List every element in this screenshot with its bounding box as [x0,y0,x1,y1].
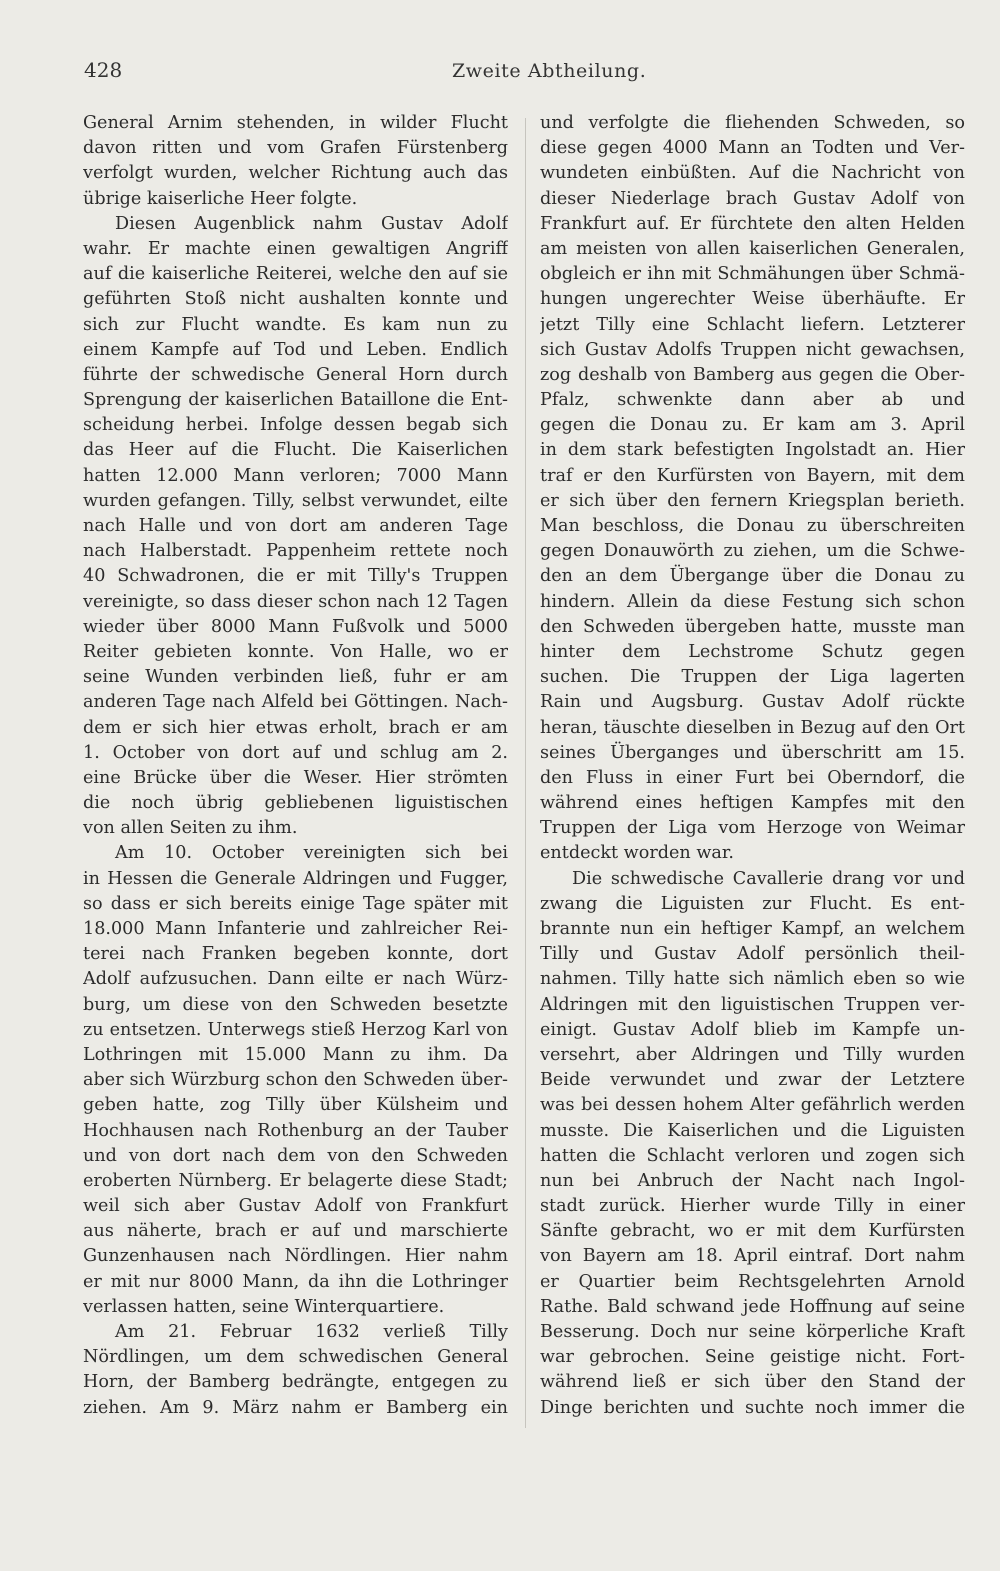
text-line: hatten die Schlacht verloren und zogen sich [540,1145,965,1166]
text-line: zu entsetzen. Unterwegs stieß Herzog Karl von [83,1019,508,1040]
text-line: er Quartier beim Rechtsgelehrten Arnold [540,1271,965,1292]
text-line: war gebrochen. Seine geistige nicht. Fort- [540,1347,965,1368]
text-line: wieder über 8000 Mann Fußvolk und 5000 [83,616,508,637]
text-line: nahmen. Tilly hatte sich nämlich eben so wie [540,969,965,990]
text-line: übrige kaiserliche Heer folgte. [83,188,358,209]
text-line: die noch übrig gebliebenen liguistischen [83,793,508,814]
text-line: was bei dessen hohem Alter gefährlich werden [540,1095,965,1116]
text-line: und von dort nach dem von den Schweden [83,1145,508,1166]
text-line: führte der schwedische General Horn durch [83,364,508,385]
text-line: jetzt Tilly eine Schlacht liefern. Letzterer [540,314,965,335]
text-line: den Fluss in einer Furt bei Oberndorf, die [540,767,965,788]
text-line: ziehen. Am 9. März nahm er Bamberg ein [83,1397,508,1418]
text-line: Reiter gebieten konnte. Von Halle, wo er [83,641,508,662]
text-line: einem Kampfe auf Tod und Leben. Endlich [83,339,508,360]
text-line: von allen Seiten zu ihm. [83,818,298,839]
text-line: Truppen der Liga vom Herzoge von Weimar [540,818,965,839]
text-line: nun bei Anbruch der Nacht nach Ingol- [540,1170,965,1191]
text-line: seine Wunden verbinden ließ, fuhr er am [83,667,508,688]
text-line: suchen. Die Truppen der Liga lagerten [540,667,965,688]
text-line: Tilly und Gustav Adolf persönlich theil- [540,944,965,965]
text-line: er sich über den fernern Kriegsplan berieth. [540,490,965,511]
text-line: aber sich Würzburg schon den Schweden über- [83,1070,508,1091]
text-line: 1. October von dort auf und schlug am 2. [83,742,508,763]
text-line: Beide verwundet und zwar der Letztere [540,1070,965,1091]
text-line: Rathe. Bald schwand jede Hoffnung auf seine [540,1296,965,1317]
text-line: versehrt, aber Aldringen und Tilly wurden [540,1044,965,1065]
text-line: wundeten einbüßten. Auf die Nachricht von [540,163,965,184]
text-line: Sänfte gebracht, wo er mit dem Kurfürsten [540,1221,965,1242]
text-line: Frankfurt auf. Er fürchtete den alten Helden [540,213,965,234]
text-line: nach Halberstadt. Pappenheim rettete noch [83,541,508,562]
text-line: hatten 12.000 Mann verloren; 7000 Mann [83,465,508,486]
text-line: Horn, der Bamberg bedrängte, entgegen zu [83,1372,508,1393]
text-line: hungen ungerechter Weise überhäufte. Er [540,289,965,310]
text-line: so dass er sich bereits einige Tage später mit [83,893,508,914]
text-line: sich zur Flucht wandte. Es kam nun zu [83,314,508,335]
text-line: gegen die Donau zu. Er kam am 3. April [540,415,965,436]
text-line: von Bayern am 18. April eintraf. Dort nahm [540,1246,965,1267]
text-line: vereinigte, so dass dieser schon nach 12 Tagen [83,591,508,612]
text-line: wahr. Er machte einen gewaltigen Angriff [83,238,508,259]
text-line: eine Brücke über die Weser. Hier strömten [83,767,508,788]
text-line: geführten Stoß nicht aushalten konnte und [83,289,508,310]
text-line: stadt zurück. Hierher wurde Tilly in einer [540,1196,965,1217]
text-line: während eines heftigen Kampfes mit den [540,793,965,814]
text-line: Aldringen mit den liguistischen Truppen ver- [540,994,965,1015]
text-line: er mit nur 8000 Mann, da ihn die Lothringer [83,1271,508,1292]
text-line: 18.000 Mann Infanterie und zahlreicher Rei- [83,919,508,939]
page-number: 428 [84,58,123,82]
text-line: Am 21. Februar 1632 verließ Tilly [115,1322,508,1342]
right-column [540,111,965,1421]
text-line: verlassen hatten, seine Winterquartiere. [83,1296,445,1317]
text-line: hinter dem Lechstrome Schutz gegen [540,641,965,662]
text-line: verfolgt wurden, welcher Richtung auch das [83,163,508,184]
text-line: entdeckt worden war. [540,843,734,864]
text-line: heran, täuschte dieselben in Bezug auf den Ort [540,717,965,738]
text-line: Dinge berichten und suchte noch immer die [540,1397,965,1418]
text-line: den Schweden übergeben hatte, musste man [540,616,965,637]
text-line: gegen Donauwörth zu ziehen, um die Schwe- [540,541,965,562]
text-line: Diesen Augenblick nahm Gustav Adolf [115,213,508,234]
text-line: Man beschloss, die Donau zu überschreiten [540,516,965,536]
text-line: das Heer auf die Flucht. Die Kaiserlichen [83,440,508,461]
text-line: Am 10. October vereinigten sich bei [115,843,508,864]
text-line: obgleich er ihn mit Schmähungen über Schmä- [540,264,965,285]
text-line: Rain und Augsburg. Gustav Adolf rückte [540,692,965,713]
text-line: am meisten von allen kaiserlichen Generalen, [540,238,965,259]
text-line: eroberten Nürnberg. Er belagerte diese Stadt; [83,1170,508,1191]
left-column [83,111,508,1421]
text-line: General Arnim stehenden, in wilder Flucht [83,113,508,133]
text-line: geben hatte, zog Tilly über Külsheim und [83,1095,508,1116]
text-line: hindern. Allein da diese Festung sich schon [540,591,965,612]
text-line: Lothringen mit 15.000 Mann zu ihm. Da [83,1044,508,1065]
text-line: traf er den Kurfürsten von Bayern, mit dem [540,465,965,486]
text-line: zwang die Liguisten zur Flucht. Es ent- [540,893,965,914]
text-line: musste. Die Kaiserlichen und die Liguisten [540,1120,965,1141]
column-divider [525,118,526,1428]
text-line: brannte nun ein heftiger Kampf, an welchem [540,919,965,939]
text-line: in dem stark befestigten Ingolstadt an. Hier [540,440,965,461]
text-line: und verfolgte die fliehenden Schweden, so [540,113,965,133]
text-line: aus näherte, brach er auf und marschierte [83,1221,508,1242]
text-line: den an dem Übergange über die Donau zu [540,566,965,587]
text-line: seines Überganges und überschritt am 15. [540,742,965,763]
text-line: Sprengung der kaiserlichen Bataillone die Ent- [83,390,508,411]
text-line: sich Gustav Adolfs Truppen nicht gewachsen, [540,339,965,360]
text-line: zog deshalb von Bamberg aus gegen die Ober- [540,364,965,385]
text-line: einigt. Gustav Adolf blieb im Kampfe un- [540,1019,965,1040]
text-line: burg, um diese von den Schweden besetzte [83,994,508,1015]
text-line: Nördlingen, um dem schwedischen General [83,1347,508,1368]
text-line: Adolf aufzusuchen. Dann eilte er nach Würz- [83,969,508,990]
text-line: scheidung herbei. Infolge dessen begab sich [83,415,508,436]
running-head: Zweite Abtheilung. [452,60,647,82]
text-line: Hochhausen nach Rothenburg an der Tauber [83,1120,508,1141]
text-line: während ließ er sich über den Stand der [540,1372,965,1393]
text-line: weil sich aber Gustav Adolf von Frankfurt [83,1196,508,1217]
text-line: dieser Niederlage brach Gustav Adolf von [540,188,965,209]
text-line: davon ritten und vom Grafen Fürstenberg [83,138,508,159]
text-line: Gunzenhausen nach Nördlingen. Hier nahm [83,1246,508,1267]
text-line: diese gegen 4000 Mann an Todten und Ver- [540,138,965,159]
text-line: wurden gefangen. Tilly, selbst verwundet, eilte [83,490,508,511]
text-line: Besserung. Doch nur seine körperliche Kraft [540,1322,965,1342]
text-line: Die schwedische Cavallerie drang vor und [572,868,965,889]
text-line: Pfalz, schwenkte dann aber ab und [540,390,965,411]
text-line: terei nach Franken begeben konnte, dort [83,944,508,965]
text-line: in Hessen die Generale Aldringen und Fugger, [83,868,508,889]
text-line: anderen Tage nach Alfeld bei Göttingen. Nach- [83,692,508,713]
text-line: 40 Schwadronen, die er mit Tilly's Truppen [83,566,508,587]
text-line: nach Halle und von dort am anderen Tage [83,516,508,536]
text-line: dem er sich hier etwas erholt, brach er am [83,717,508,738]
text-line: auf die kaiserliche Reiterei, welche den auf sie [83,264,508,285]
